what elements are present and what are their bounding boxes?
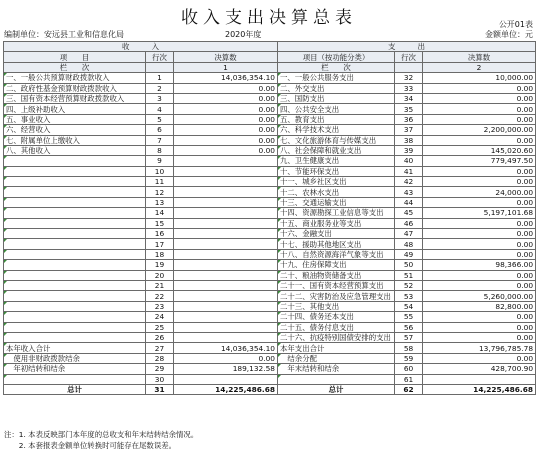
expense-item: 六、科学技术支出 [278,125,395,135]
income-line-no: 29 [146,364,174,374]
income-amount [174,208,278,218]
expense-line-no: 53 [395,291,423,301]
income-line-no: 28 [146,353,174,363]
income-amount [174,312,278,322]
expense-amount: 0.00 [423,93,536,103]
expense-item: 二十三、其他支出 [278,301,395,311]
income-amount [174,322,278,332]
expense-amount: 779,497.50 [423,156,536,166]
expense-line-no: 46 [395,218,423,228]
expense-line-no: 34 [395,93,423,103]
income-amount [174,260,278,270]
income-amount: 189,132.58 [174,364,278,374]
income-amount: 0.00 [174,114,278,124]
income-item [4,166,146,176]
income-amount [174,177,278,187]
table-row [4,374,536,384]
amount-header: 决算数 [174,52,278,62]
expense-item: 二十五、债务付息支出 [278,322,395,332]
expense-item: 九、卫生健康支出 [278,156,395,166]
budget-table [3,41,536,395]
table-row [4,239,536,249]
expense-line-no: 58 [395,343,423,353]
income-item [4,291,146,301]
income-line-no: 6 [146,125,174,135]
income-item [4,260,146,270]
income-item [4,374,146,384]
income-line-no: 5 [146,114,174,124]
expense-line-no: 37 [395,125,423,135]
table-row [4,187,536,197]
org-label: 编制单位：安远县工业和信息化局 [4,30,124,39]
expense-line-no: 54 [395,301,423,311]
expense-line-no: 32 [395,73,423,83]
income-line-no: 11 [146,177,174,187]
col-order-2: 2 [423,62,536,72]
table-row [4,332,536,342]
income-item: 年初结转和结余 [4,364,146,374]
income-line-no: 2 [146,83,174,93]
expense-item: 十四、资源勘探工业信息等支出 [278,208,395,218]
expense-line-no: 35 [395,104,423,114]
expense-amount: 0.00 [423,218,536,228]
expense-item: 十二、农林水支出 [278,187,395,197]
income-amount: 0.00 [174,93,278,103]
expense-amount: 0.00 [423,104,536,114]
table-row [4,135,536,145]
income-amount: 14,036,354.10 [174,343,278,353]
income-item: 七、附属单位上缴收入 [4,135,146,145]
income-amount: 0.00 [174,104,278,114]
income-amount [174,166,278,176]
income-item [4,177,146,187]
expense-amount: 24,000.00 [423,187,536,197]
expense-item: 十八、自然资源海洋气象等支出 [278,249,395,259]
expense-item: 本年支出合计 [278,343,395,353]
table-row [4,249,536,259]
income-item: 本年收入合计 [4,343,146,353]
expense-line-no: 62 [395,384,423,394]
expense-line-no: 56 [395,322,423,332]
expense-amount: 0.00 [423,197,536,207]
income-header: 收 入 [4,42,278,52]
table-row [4,218,536,228]
expense-line-no: 52 [395,280,423,290]
income-amount [174,270,278,280]
expense-line-no: 38 [395,135,423,145]
income-amount [174,187,278,197]
income-line-no: 14 [146,208,174,218]
expense-amount: 145,020.60 [423,145,536,155]
income-item [4,156,146,166]
income-item [4,270,146,280]
expense-line-no: 61 [395,374,423,384]
table-row [4,73,536,83]
table-row [4,208,536,218]
income-line-no: 21 [146,280,174,290]
income-line-no: 20 [146,270,174,280]
expense-item: 二十六、抗疫特别国债安排的支出 [278,332,395,342]
income-item [4,239,146,249]
income-line-no: 26 [146,332,174,342]
line-no-header: 行次 [146,52,174,62]
income-item [4,312,146,322]
expense-item: 十三、交通运输支出 [278,197,395,207]
income-item [4,197,146,207]
table-row [4,353,536,363]
expense-item: 年末结转和结余 [278,364,395,374]
table-row [4,322,536,332]
income-amount [174,374,278,384]
expense-item: 一、一般公共服务支出 [278,73,395,83]
expense-line-no: 43 [395,187,423,197]
expense-line-no: 59 [395,353,423,363]
expense-item: 十九、住房保障支出 [278,260,395,270]
empty-cell [146,62,174,72]
expense-line-no: 50 [395,260,423,270]
income-line-no: 18 [146,249,174,259]
expense-amount: 13,796,785.78 [423,343,536,353]
table-row [4,291,536,301]
item-header: 项 目 [4,52,146,62]
amount-header: 决算数 [423,52,536,62]
expense-amount: 428,700.90 [423,364,536,374]
expense-item: 二十二、灾害防治及应急管理支出 [278,291,395,301]
income-line-no: 9 [146,156,174,166]
expense-item: 十一、城乡社区支出 [278,177,395,187]
expense-amount: 0.00 [423,239,536,249]
item-func-header: 项目（按功能分类） [278,52,395,62]
income-line-no: 4 [146,104,174,114]
table-row [4,260,536,270]
expense-amount: 0.00 [423,229,536,239]
expense-header: 支 出 [278,42,536,52]
col-order-1: 1 [174,62,278,72]
income-item [4,301,146,311]
expense-line-no: 33 [395,83,423,93]
expense-item: 十、节能环保支出 [278,166,395,176]
expense-amount: 2,200,000.00 [423,125,536,135]
income-amount: 14,036,354.10 [174,73,278,83]
column-order-row [4,62,536,72]
income-item [4,280,146,290]
expense-amount: 98,366.00 [423,260,536,270]
table-row [4,114,536,124]
income-amount [174,239,278,249]
income-amount [174,229,278,239]
expense-item: 四、公共安全支出 [278,104,395,114]
expense-item: 八、社会保障和就业支出 [278,145,395,155]
income-item [4,229,146,239]
total-row [4,384,536,394]
expense-line-no: 57 [395,332,423,342]
expense-amount: 0.00 [423,249,536,259]
expense-amount: 5,260,000.00 [423,291,536,301]
income-line-no: 17 [146,239,174,249]
expense-amount: 0.00 [423,322,536,332]
income-line-no: 1 [146,73,174,83]
expense-item: 二十、粮油物资储备支出 [278,270,395,280]
section-header-row [4,42,536,52]
expense-line-no: 42 [395,177,423,187]
income-item: 八、其他收入 [4,145,146,155]
form-code: 公开01表 [498,20,533,29]
income-item [4,187,146,197]
income-amount [174,291,278,301]
expense-item: 十七、援助其他地区支出 [278,239,395,249]
table-row [4,177,536,187]
table-row [4,104,536,114]
expense-amount [423,374,536,384]
expense-line-no: 51 [395,270,423,280]
note-2: 2. 本套报表金额单位转换时可能存在尾数误差。 [4,441,176,450]
table-row [4,343,536,353]
column-header-row [4,52,536,62]
expense-amount: 0.00 [423,280,536,290]
expense-item: 七、文化旅游体育与传媒支出 [278,135,395,145]
income-amount: 0.00 [174,135,278,145]
income-line-no: 24 [146,312,174,322]
income-amount: 0.00 [174,125,278,135]
income-amount: 14,225,486.68 [174,384,278,394]
income-amount [174,280,278,290]
income-line-no: 19 [146,260,174,270]
expense-line-no: 40 [395,156,423,166]
income-amount: 0.00 [174,353,278,363]
income-amount [174,218,278,228]
income-line-no: 30 [146,374,174,384]
expense-line-no: 48 [395,239,423,249]
income-line-no: 23 [146,301,174,311]
expense-item: 二十四、债务还本支出 [278,312,395,322]
income-item [4,322,146,332]
expense-amount: 0.00 [423,332,536,342]
expense-line-no: 39 [395,145,423,155]
expense-line-no: 41 [395,166,423,176]
income-amount: 0.00 [174,83,278,93]
expense-line-no: 44 [395,197,423,207]
expense-amount: 5,197,101.68 [423,208,536,218]
expense-amount: 82,800.00 [423,301,536,311]
expense-item: 总计 [278,384,395,394]
table-row [4,166,536,176]
expense-amount: 0.00 [423,312,536,322]
income-item: 使用非财政拨款结余 [4,353,146,363]
expense-line-no: 55 [395,312,423,322]
note-1: 注：1. 本表反映部门本年度的总收支和年末结转结余情况。 [4,430,199,439]
income-line-no: 12 [146,187,174,197]
table-row [4,364,536,374]
expense-amount: 0.00 [423,83,536,93]
table-row [4,156,536,166]
empty-cell [395,62,423,72]
income-line-no: 16 [146,229,174,239]
col-order-label: 栏 次 [4,62,146,72]
table-row [4,270,536,280]
expense-amount: 0.00 [423,353,536,363]
income-amount: 0.00 [174,145,278,155]
expense-item: 十六、金融支出 [278,229,395,239]
income-item: 六、经营收入 [4,125,146,135]
report-year: 2020年度 [225,30,262,39]
income-amount [174,301,278,311]
table-row [4,125,536,135]
income-line-no: 13 [146,197,174,207]
income-item: 二、政府性基金预算财政拨款收入 [4,83,146,93]
income-amount [174,249,278,259]
expense-amount: 0.00 [423,114,536,124]
income-line-no: 25 [146,322,174,332]
table-row [4,93,536,103]
expense-line-no: 45 [395,208,423,218]
expense-amount: 0.00 [423,166,536,176]
income-line-no: 8 [146,145,174,155]
table-row [4,197,536,207]
table-row [4,229,536,239]
report-title: 收入支出决算总表 [181,8,357,28]
income-item: 三、国有资本经营预算财政拨款收入 [4,93,146,103]
expense-amount: 14,225,486.68 [423,384,536,394]
income-amount [174,332,278,342]
income-line-no: 3 [146,93,174,103]
expense-item: 二、外交支出 [278,83,395,93]
expense-line-no: 47 [395,229,423,239]
income-item: 一、一般公共预算财政拨款收入 [4,73,146,83]
table-row [4,280,536,290]
expense-item: 二十一、国有资本经营预算支出 [278,280,395,290]
table-row [4,83,536,93]
expense-amount: 0.00 [423,177,536,187]
income-item [4,332,146,342]
expense-amount: 0.00 [423,270,536,280]
amount-unit: 金额单位：元 [485,30,533,39]
table-row [4,145,536,155]
income-line-no: 31 [146,384,174,394]
income-amount [174,156,278,166]
income-item [4,249,146,259]
income-item: 总计 [4,384,146,394]
expense-line-no: 49 [395,249,423,259]
expense-item: 五、教育支出 [278,114,395,124]
income-item [4,208,146,218]
income-item: 五、事业收入 [4,114,146,124]
income-line-no: 7 [146,135,174,145]
income-item [4,218,146,228]
expense-item: 结余分配 [278,353,395,363]
income-line-no: 22 [146,291,174,301]
income-line-no: 15 [146,218,174,228]
expense-line-no: 36 [395,114,423,124]
income-line-no: 27 [146,343,174,353]
expense-amount: 0.00 [423,135,536,145]
income-line-no: 10 [146,166,174,176]
table-row [4,312,536,322]
expense-amount: 10,000.00 [423,73,536,83]
income-item: 四、上级补助收入 [4,104,146,114]
table-row [4,301,536,311]
expense-line-no: 60 [395,364,423,374]
col-order-label: 栏 次 [278,62,395,72]
expense-item: 三、国防支出 [278,93,395,103]
expense-item [278,374,395,384]
income-amount [174,197,278,207]
expense-item: 十五、商业服务业等支出 [278,218,395,228]
line-no-header: 行次 [395,52,423,62]
